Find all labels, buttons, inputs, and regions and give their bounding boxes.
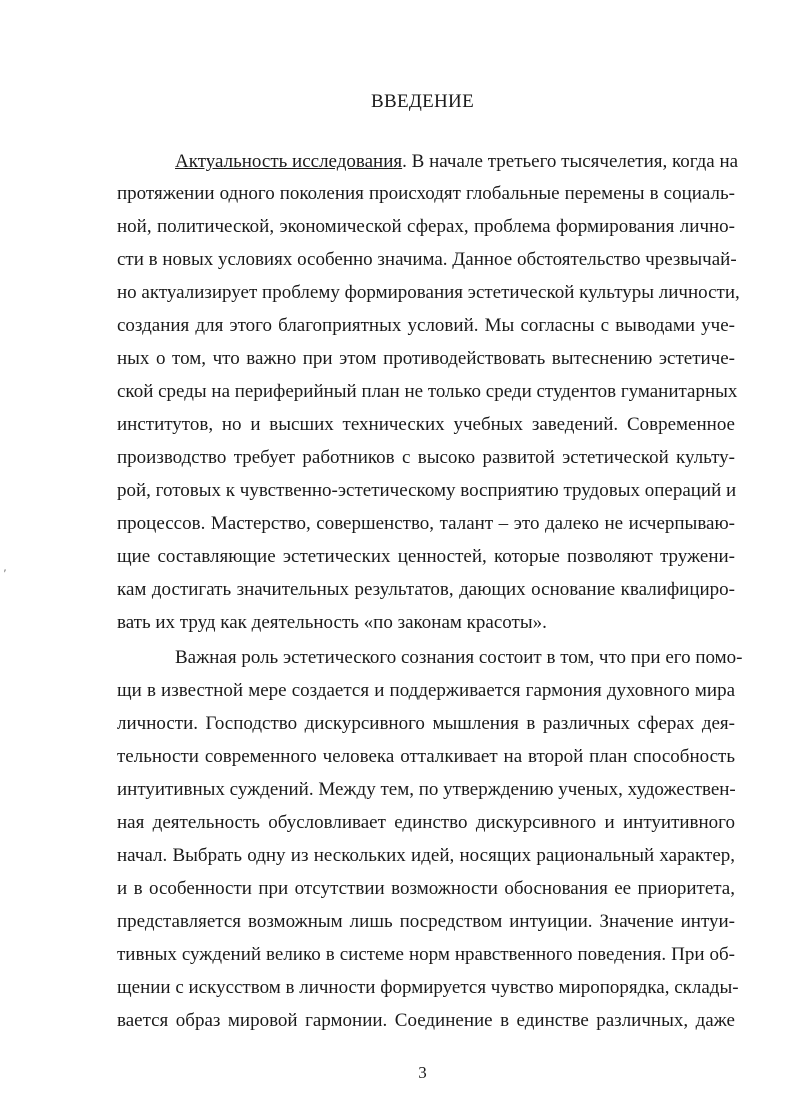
paragraph-1-lead-text: . В начале третьего тысячелетия, когда на xyxy=(402,151,739,172)
paragraph-2-line: щи в известной мере создается и поддерживается гармония духовного мира xyxy=(117,680,735,701)
paragraph-2-line: тельности современного человека отталкивает на второй план способность xyxy=(117,746,735,767)
paragraph-1-line: ской среды на периферийный план не только среди студентов гуманитарных xyxy=(117,381,738,402)
margin-mark: ' xyxy=(3,566,6,580)
paragraph-1-line: процессов. Мастерство, совершенство, талант – это далеко не исчерпываю- xyxy=(117,513,735,534)
paragraph-1-line: ных о том, что важно при этом противодействовать вытеснению эстетиче- xyxy=(117,348,735,369)
paragraph-1-line: рой, готовых к чувственно-эстетическому восприятию трудовых операций и xyxy=(117,480,737,501)
paragraph-1-line: ной, политической, экономической сферах, проблема формирования лично- xyxy=(117,216,735,237)
page-number: 3 xyxy=(418,1063,427,1082)
paragraph-1-line: сти в новых условиях особенно значима. Данное обстоятельство чрезвычай- xyxy=(117,249,737,270)
paragraph-1-line-1 xyxy=(175,150,739,174)
paragraph-2-line: щении с искусством в личности формируется чувство миропорядка, склады- xyxy=(117,977,739,998)
paragraph-2-line: начал. Выбрать одну из нескольких идей, носящих рациональный характер, xyxy=(117,845,735,866)
paragraph-2-line: личности. Господство дискурсивного мышления в различных сферах дея- xyxy=(117,713,735,734)
paragraph-2-line: тивных суждений велико в системе норм нравственного поведения. При об- xyxy=(117,944,735,965)
paragraph-2-line: и в особенности при отсутствии возможности обоснования ее приоритета, xyxy=(117,878,735,899)
paragraph-1-line: но актуализирует проблему формирования эстетической культуры личности, xyxy=(117,282,740,303)
paragraph-1-line-last: вать их труд как деятельность «по законам красоты». xyxy=(117,612,547,633)
paragraph-2-line: интуитивных суждений. Между тем, по утверждению ученых, художествен- xyxy=(117,779,736,800)
paragraph-1-line: производство требует работников с высоко развитой эстетической культу- xyxy=(117,447,735,468)
paragraph-1-line: кам достигать значительных результатов, дающих основание квалифициро- xyxy=(117,579,735,600)
paragraph-2-line: ная деятельность обусловливает единство дискурсивного и интуитивного xyxy=(117,812,735,833)
section-label-actuality: Актуальность исследования xyxy=(175,151,403,172)
paragraph-1-line: создания для этого благоприятных условий. Мы согласны с выводами уче- xyxy=(117,315,735,336)
paragraph-1-line: институтов, но и высших технических учебных заведений. Современное xyxy=(117,414,735,435)
paragraph-1-line: протяжении одного поколения происходят глобальные перемены в социаль- xyxy=(117,183,735,204)
paragraph-2-line: вается образ мировой гармонии. Соединение в единстве различных, даже xyxy=(117,1010,735,1031)
paragraph-2-line: представляется возможным лишь посредством интуиции. Значение интуи- xyxy=(117,911,735,932)
paragraph-1-line: щие составляющие эстетических ценностей, которые позволяют тружени- xyxy=(117,546,735,567)
paragraph-2-line-1: Важная роль эстетического сознания состоит в том, что при его помо- xyxy=(175,647,743,668)
page-heading: ВВЕДЕНИЕ xyxy=(371,91,474,112)
